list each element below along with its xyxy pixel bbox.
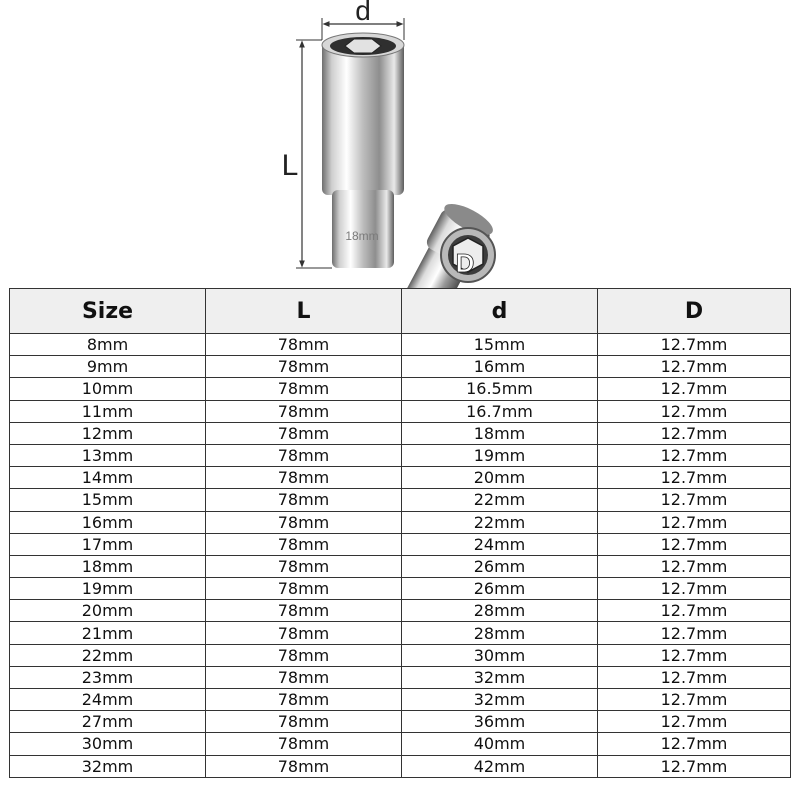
- socket-engraving: 18mm: [345, 229, 379, 243]
- cell-D: 12.7mm: [598, 533, 791, 555]
- table-row: [10, 689, 791, 711]
- table-row: [10, 733, 791, 755]
- cell-size: 24mm: [10, 689, 206, 711]
- header-row: [10, 289, 791, 334]
- cell-size: 9mm: [10, 356, 206, 378]
- cell-L: 78mm: [206, 356, 402, 378]
- cell-size: 8mm: [10, 334, 206, 356]
- cell-size: 30mm: [10, 733, 206, 755]
- table-row: [10, 467, 791, 489]
- cell-L: 78mm: [206, 400, 402, 422]
- cell-D: 12.7mm: [598, 600, 791, 622]
- table-row: [10, 356, 791, 378]
- table-row: [10, 533, 791, 555]
- cell-d: 30mm: [402, 644, 598, 666]
- spec-table: [9, 288, 791, 778]
- cell-L: 78mm: [206, 489, 402, 511]
- table-row: [10, 600, 791, 622]
- table-row: [10, 666, 791, 688]
- table-row: [10, 755, 791, 777]
- cell-L: 78mm: [206, 755, 402, 777]
- cell-size: 27mm: [10, 711, 206, 733]
- cell-D: 12.7mm: [598, 400, 791, 422]
- cell-D: 12.7mm: [598, 422, 791, 444]
- cell-d: 16.7mm: [402, 400, 598, 422]
- cell-L: 78mm: [206, 578, 402, 600]
- D-label: D: [455, 248, 475, 278]
- cell-D: 12.7mm: [598, 622, 791, 644]
- spec-table-body: [10, 334, 791, 778]
- header-d: d: [402, 289, 598, 334]
- cell-L: 78mm: [206, 644, 402, 666]
- cell-d: 19mm: [402, 444, 598, 466]
- cell-L: 78mm: [206, 600, 402, 622]
- cell-L: 78mm: [206, 711, 402, 733]
- cell-L: 78mm: [206, 733, 402, 755]
- cell-d: 22mm: [402, 489, 598, 511]
- cell-D: 12.7mm: [598, 689, 791, 711]
- table-row: [10, 400, 791, 422]
- cell-L: 78mm: [206, 666, 402, 688]
- cell-d: 32mm: [402, 666, 598, 688]
- cell-L: 78mm: [206, 334, 402, 356]
- table-row: [10, 644, 791, 666]
- cell-L: 78mm: [206, 533, 402, 555]
- cell-d: 16mm: [402, 356, 598, 378]
- table-row: [10, 489, 791, 511]
- table-row: [10, 422, 791, 444]
- header-D: D: [598, 289, 791, 334]
- cell-d: 24mm: [402, 533, 598, 555]
- cell-size: 10mm: [10, 378, 206, 400]
- cell-d: 32mm: [402, 689, 598, 711]
- cell-D: 12.7mm: [598, 378, 791, 400]
- cell-D: 12.7mm: [598, 555, 791, 577]
- cell-size: 17mm: [10, 533, 206, 555]
- cell-size: 21mm: [10, 622, 206, 644]
- table-row: [10, 378, 791, 400]
- cell-L: 78mm: [206, 422, 402, 444]
- cell-size: 20mm: [10, 600, 206, 622]
- cell-d: 42mm: [402, 755, 598, 777]
- cell-L: 78mm: [206, 622, 402, 644]
- cell-d: 22mm: [402, 511, 598, 533]
- table-row: [10, 622, 791, 644]
- cell-D: 12.7mm: [598, 644, 791, 666]
- cell-d: 16.5mm: [402, 378, 598, 400]
- cell-L: 78mm: [206, 689, 402, 711]
- cell-size: 16mm: [10, 511, 206, 533]
- table-row: [10, 444, 791, 466]
- cell-d: 28mm: [402, 622, 598, 644]
- cell-D: 12.7mm: [598, 755, 791, 777]
- header-L: L: [206, 289, 402, 334]
- cell-size: 19mm: [10, 578, 206, 600]
- cell-size: 23mm: [10, 666, 206, 688]
- cell-d: 40mm: [402, 733, 598, 755]
- socket-dimension-diagram: [0, 0, 800, 290]
- table-row: [10, 711, 791, 733]
- cell-D: 12.7mm: [598, 444, 791, 466]
- cell-size: 12mm: [10, 422, 206, 444]
- cell-D: 12.7mm: [598, 511, 791, 533]
- cell-d: 26mm: [402, 578, 598, 600]
- cell-d: 26mm: [402, 555, 598, 577]
- cell-d: 15mm: [402, 334, 598, 356]
- header-size: Size: [10, 289, 206, 334]
- cell-d: 36mm: [402, 711, 598, 733]
- cell-d: 18mm: [402, 422, 598, 444]
- cell-d: 28mm: [402, 600, 598, 622]
- table-row: [10, 511, 791, 533]
- cell-L: 78mm: [206, 444, 402, 466]
- cell-size: 18mm: [10, 555, 206, 577]
- drive-end: [441, 228, 495, 282]
- cell-L: 78mm: [206, 467, 402, 489]
- cell-D: 12.7mm: [598, 356, 791, 378]
- cell-L: 78mm: [206, 378, 402, 400]
- cell-size: 11mm: [10, 400, 206, 422]
- table-row: [10, 334, 791, 356]
- cell-size: 32mm: [10, 755, 206, 777]
- cell-d: 20mm: [402, 467, 598, 489]
- cell-size: 13mm: [10, 444, 206, 466]
- upright-socket: [322, 33, 404, 268]
- cell-D: 12.7mm: [598, 666, 791, 688]
- cell-size: 22mm: [10, 644, 206, 666]
- cell-D: 12.7mm: [598, 467, 791, 489]
- cell-D: 12.7mm: [598, 334, 791, 356]
- cell-size: 14mm: [10, 467, 206, 489]
- d-label: d: [355, 0, 371, 26]
- L-label: L: [281, 149, 299, 182]
- table-row: [10, 578, 791, 600]
- cell-L: 78mm: [206, 511, 402, 533]
- cell-D: 12.7mm: [598, 711, 791, 733]
- cell-L: 78mm: [206, 555, 402, 577]
- cell-size: 15mm: [10, 489, 206, 511]
- table-row: [10, 555, 791, 577]
- cell-D: 12.7mm: [598, 489, 791, 511]
- cell-D: 12.7mm: [598, 733, 791, 755]
- cell-D: 12.7mm: [598, 578, 791, 600]
